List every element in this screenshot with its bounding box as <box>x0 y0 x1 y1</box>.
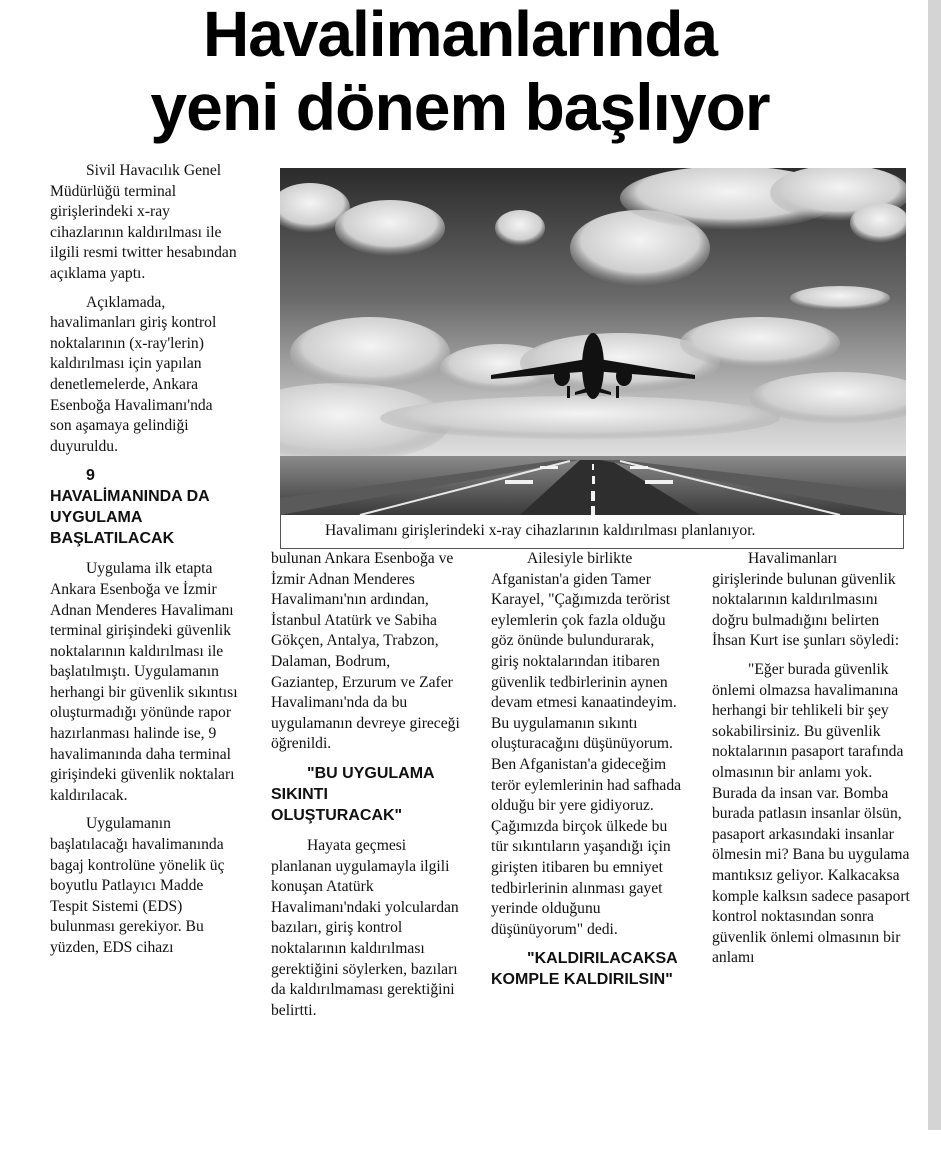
airplane-takeoff-photo <box>280 168 906 515</box>
paragraph: Uygulamanın başlatılacağı havalimanında bagaj kontrolüne yönelik üç boyutlu Patlayıcı Madde Tespit Sistemi (EDS) bulunması gerekiyor. Bu yüzden, EDS cihazı <box>50 815 225 956</box>
article-column-3 <box>491 549 684 1000</box>
subheading: "KALDIRILACAKSA KOMPLE KALDIRILSIN" <box>491 950 678 989</box>
photo-caption: Havalimanı girişlerindeki x-ray cihazlarının kaldırılması planlanıyor. <box>280 515 904 549</box>
paragraph: Sivil Havacılık Genel Müdürlüğü terminal girişlerindeki x-ray cihazlarının kaldırılması ile ilgili resmi twitter hesabından açıklama yaptı. <box>50 162 237 282</box>
article-column-1 <box>50 161 238 967</box>
page-edge <box>928 0 941 1130</box>
paragraph: Uygulama ilk etapta Ankara Esenboğa ve İzmir Adnan Menderes Havalimanı terminal girişindeki güvenlik noktalarının kaldırılması ile başlatılmıştı. Uygulamanın herhangi bir güvenlik sıkıntısı oluşturmadığı yönünde rapor hazırlanması halinde ise, 9 havalimanında daha terminal girişindeki güvenlik noktaları kaldırılacak. <box>50 560 238 804</box>
paragraph: Havalimanları girişlerinde bulunan güvenlik noktalarının kaldırılmasını doğru bulmadığını belirten İhsan Kurt ise şunları söyledi: <box>712 550 900 650</box>
subheading: "BU UYGULAMA SIKINTI OLUŞTURACAK" <box>271 764 434 824</box>
paragraph: Açıklamada, havalimanları giriş kontrol noktalarının (x-ray'lerin) kaldırılması için yapılan denetlemelerde, Ankara Esenboğa Havalimanı'nda son aşamaya gelindiği duyuruldu. <box>50 293 217 455</box>
subheading-number: 9 <box>86 467 95 485</box>
subheading <box>50 465 238 549</box>
paragraph: "Eğer burada güvenlik önlemi olmazsa havalimanına herhangi bir tehlikeli bir şey sokabilirsiniz. Bu güvenlik noktalarının pasaport tarafında olmasının bir anlamı yok. Burada da insan var. Bomba burada patlasın insanlar ölsün, pasaport arkasındaki insanlar ölmesin mi? Bana bu uygulama mantıksız geliyor. Kalkacaksa komple kalksın sadece pasaport kontrol noktasından sonra güvenlik önlemi olmasının bir anlamı <box>712 660 910 967</box>
paragraph: Ailesiyle birlikte Afganistan'a giden Tamer Karayel, "Çağımızda terörist eylemlerin çok fazla olduğu göz önünde bulundurarak, giriş noktalarından itibaren güvenlik tedbirlerinin aynen devam etmesi kanaatindeyim. Bu uygulamanın sıkıntı oluşturacağını düşünüyorum. Ben Afganistan'a gideceğim terör eylemlerinin had safhada olduğu bir yere gidiyoruz. Çağımızda birçok ülkede bu tür sıkıntıların yaşandığı için girişten itibaren bu emniyet tedbirlerinin alınması gayet yerinde olduğunu düşünüyorum" dedi. <box>491 550 682 938</box>
paragraph: bulunan Ankara Esenboğa ve İzmir Adnan Menderes Havalimanı'nın ardından, İstanbul Atatürk ve Sabiha Gökçen, Antalya, Trabzon, Dalaman, Bodrum, Gaziantep, Erzurum ve Zafer Havalimanı'nda da bu uygulamanın devreye gireceği öğrenildi. <box>271 550 460 753</box>
headline-line-2: yeni dönem başlıyor <box>150 70 770 144</box>
headline-line-1: Havalimanlarında <box>203 0 717 70</box>
paragraph: Hayata geçmesi planlanan uygulamayla ilgili konuşan Atatürk Havalimanı'ndaki yolculardan bazıları, giriş kontrol noktalarının kaldırılması gerektiğini söylerken, bazıları da kaldırılmaması gerektiğini belirtti. <box>271 836 459 1019</box>
subheading-text: HAVALİMANINDA DA UYGULAMA BAŞLATILACAK <box>50 488 210 548</box>
article-column-4 <box>712 549 912 977</box>
article-column-2 <box>271 549 461 1029</box>
